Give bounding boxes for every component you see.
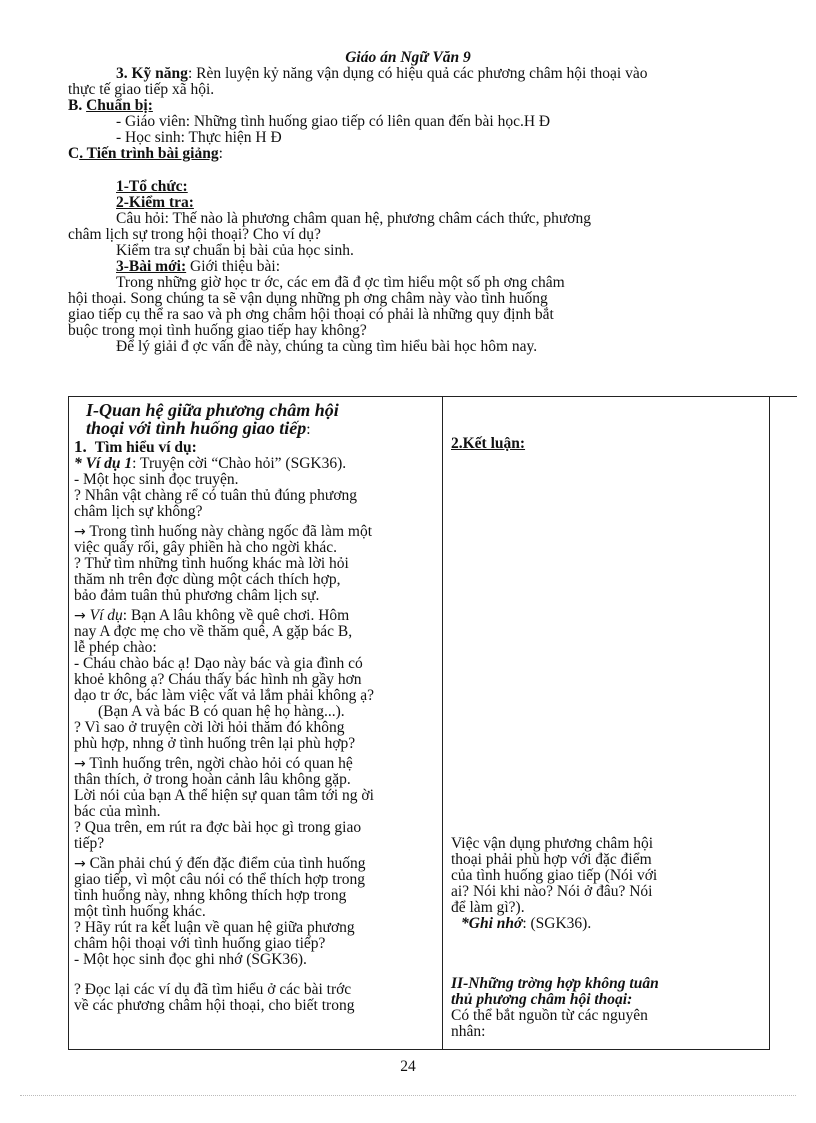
text-line: nay A đợc mẹ cho về thăm quê, A gặp bác B, — [74, 623, 353, 640]
skills-label: 3. Kỹ năng — [116, 65, 188, 82]
example-1-label: * Ví dụ 1 — [74, 455, 133, 472]
text-line: lễ phép chào: — [74, 639, 157, 656]
new-lesson-heading: 3-Bài mới: — [116, 258, 187, 275]
right-arrow-icon: → — [74, 608, 86, 624]
text-line: phù hợp, nhng ở tình huống trên lại phù hợp? — [74, 735, 356, 752]
section-c-label: C — [68, 145, 80, 162]
text-line: thoại phải phù hợp với đặc điểm — [451, 851, 652, 868]
check-prep-line: Kiểm tra sự chuẩn bị bài của học sinh. — [116, 242, 354, 259]
text-line: của tình huống giao tiếp (Nói với — [451, 867, 658, 884]
right-arrow-icon: → — [74, 856, 86, 872]
text-line: ai? Nói khi nào? Nói ở đâu? Nói — [451, 883, 653, 900]
arrow-line — [74, 756, 438, 772]
remember-label: *Ghi nhớ — [461, 915, 523, 932]
text-line: tiếp? — [74, 835, 105, 852]
right-arrow-icon: → — [74, 756, 86, 772]
section-c — [68, 146, 792, 162]
text-line: để làm gì?). — [451, 899, 525, 916]
prep-teacher: - Giáo viên: Những tình huống giao tiếp có liên quan đến bài học.H Đ — [116, 113, 551, 130]
intro-paragraph-line: hội thoại. Song chúng ta sẽ vận dụng những ph ơng châm này vào tình huống — [68, 290, 548, 307]
text-line: thân thích, ở trong hoàn cảnh lâu không gặp. — [74, 771, 351, 788]
arrow-line — [74, 524, 438, 540]
item-1-number: 1. — [74, 437, 87, 456]
section-i-colon: : — [306, 421, 311, 438]
text-line: bảo đảm tuân thủ phương châm lịch sự. — [74, 587, 320, 604]
prep-student: - Học sinh: Thực hiện H Đ — [116, 129, 282, 146]
example-label: Ví dụ — [85, 607, 123, 624]
remember-line — [451, 916, 769, 932]
item-1-heading — [74, 439, 438, 456]
text-line: thăm nh trên đợc dùng một cách thích hợp, — [74, 571, 341, 588]
section-b — [68, 98, 792, 114]
text-line: dạo tr ớc, bác làm việc vất vả lắm phải không ạ? — [74, 687, 374, 704]
section-b-title: Chuẩn bị: — [86, 97, 153, 114]
text-line: việc quấy rối, gây phiền hà cho ngời khác. — [74, 539, 338, 556]
intro-paragraph-line: buộc trong mọi tình huống giao tiếp hay không? — [68, 322, 367, 339]
section-ii — [451, 976, 769, 1040]
text-line: ? Vì sao ở truyện cời lời hỏi thăm đó không — [74, 719, 345, 736]
page-number: 24 — [400, 1058, 416, 1075]
text-line: ? Đọc lại các ví dụ đã tìm hiểu ở các bài trớc — [74, 981, 352, 998]
section-c-title: . Tiến trình bài giảng — [79, 145, 219, 162]
example-1-line — [74, 456, 438, 472]
text-line: một tình huống khác. — [74, 903, 206, 920]
lesson-intro — [68, 66, 792, 355]
conclusion-heading: 2.Kết luận: — [451, 435, 526, 452]
text-line: ? Thử tìm những tình huống khác mà lời hỏi — [74, 555, 349, 572]
section-ii-title-text: thủ phương châm hội thoại — [451, 991, 628, 1008]
text-line: Tình huống trên, ngời chào hỏi có quan hệ — [85, 755, 353, 772]
text-line: ? Nhân vật chàng rể có tuân thủ đúng phương — [74, 487, 358, 504]
conclusion-text — [451, 836, 769, 932]
text-line: - Một học sinh đọc truyện. — [74, 471, 239, 488]
question-line-cont: châm lịch sự trong hội thoại? Cho ví dụ? — [68, 226, 321, 243]
text-line: Trong tình huống này chàng ngốc đã làm một — [85, 523, 373, 540]
text-line: châm hội thoại với tình huống giao tiếp? — [74, 935, 326, 952]
table-right-column — [442, 396, 770, 1050]
right-arrow-icon: → — [74, 524, 86, 540]
text-line: Cần phải chú ý đến đặc điểm của tình huống — [85, 855, 366, 872]
text-line: - Một học sinh đọc ghi nhớ (SGK36). — [74, 951, 307, 968]
text-line: ? Hãy rút ra kết luận về quan hệ giữa phương — [74, 919, 355, 936]
text-line: : Bạn A lâu không về quê chơi. Hôm — [122, 607, 350, 624]
arrow-line — [74, 608, 438, 624]
footer-divider — [20, 1095, 796, 1096]
section-i-title: I-Quan hệ giữa phương châm hội — [86, 400, 339, 420]
skills-text-cont: thực tế giao tiếp xã hội. — [68, 81, 215, 98]
text-line: Lời nói của bạn A thể hiện sự quan tâm tới ng ời — [74, 787, 374, 804]
section-ii-title-cont — [451, 992, 769, 1008]
example-1-text: : Truyện cời “Chào hỏi” (SGK36). — [132, 455, 347, 472]
intro-paragraph-line: giao tiếp cụ thể ra sao và ph ơng châm hội thoại có phải là những quy định bắt — [68, 306, 554, 323]
remember-text: : (SGK36). — [522, 915, 592, 932]
question-line: Câu hỏi: Thế nào là phương châm quan hệ, phương châm cách thức, phương — [116, 210, 591, 227]
intro-paragraph-line: Trong những giờ học tr ớc, các em đã đ ợc tìm hiểu một số ph ơng châm — [116, 274, 565, 291]
text-line: - Cháu chào bác ạ! Dạo này bác và gia đình có — [74, 655, 363, 672]
arrow-line — [74, 856, 438, 872]
text-line: tình huống này, nhng không thích hợp trong — [74, 887, 347, 904]
organize-heading: 1-Tổ chức: — [116, 178, 188, 195]
text-line: nhân: — [451, 1023, 486, 1040]
new-lesson-line — [68, 259, 792, 275]
check-heading: 2-Kiểm tra: — [116, 194, 194, 211]
section-i-title-cont — [74, 419, 438, 439]
text-line: khoẻ không ạ? Cháu thấy bác hình nh gầy hơn — [74, 671, 362, 688]
section-b-label: B. — [68, 97, 87, 114]
section-ii-title: II-Những trờng hợp không tuân — [451, 975, 659, 992]
text-line: giao tiếp, vì một câu nói có thể thích hợp trong — [74, 871, 366, 888]
skills-text: : Rèn luyện kỷ năng vận dụng có hiệu quả các phương châm hội thoại vào — [187, 65, 648, 82]
section-c-colon: : — [218, 145, 223, 162]
table-left-column — [68, 396, 442, 1050]
item-1-title: Tìm hiểu ví dụ: — [94, 439, 197, 456]
intro-paragraph-line: Để lý giải đ ợc vấn đề này, chúng ta cùng tìm hiểu bài học hôm nay. — [116, 338, 538, 355]
text-line: châm lịch sự không? — [74, 503, 203, 520]
text-line: bác của mình. — [74, 803, 161, 820]
text-line: (Bạn A và bác B có quan hệ họ hàng...). — [98, 703, 345, 720]
page-header: Giáo án Ngữ Văn 9 — [345, 49, 471, 66]
section-ii-colon: : — [627, 991, 633, 1008]
text-line: Có thể bắt nguồn từ các nguyên — [451, 1007, 648, 1024]
text-line: ? Qua trên, em rút ra đợc bài học gì trong giao — [74, 819, 362, 836]
text-line: về các phương châm hội thoại, cho biết trong — [74, 997, 355, 1014]
section-i-title-text: thoại với tình huống giao tiếp — [86, 418, 307, 438]
skills-line — [68, 66, 792, 82]
new-lesson-text: Giới thiệu bài: — [186, 258, 281, 275]
text-line: Việc vận dụng phương châm hội — [451, 835, 654, 852]
